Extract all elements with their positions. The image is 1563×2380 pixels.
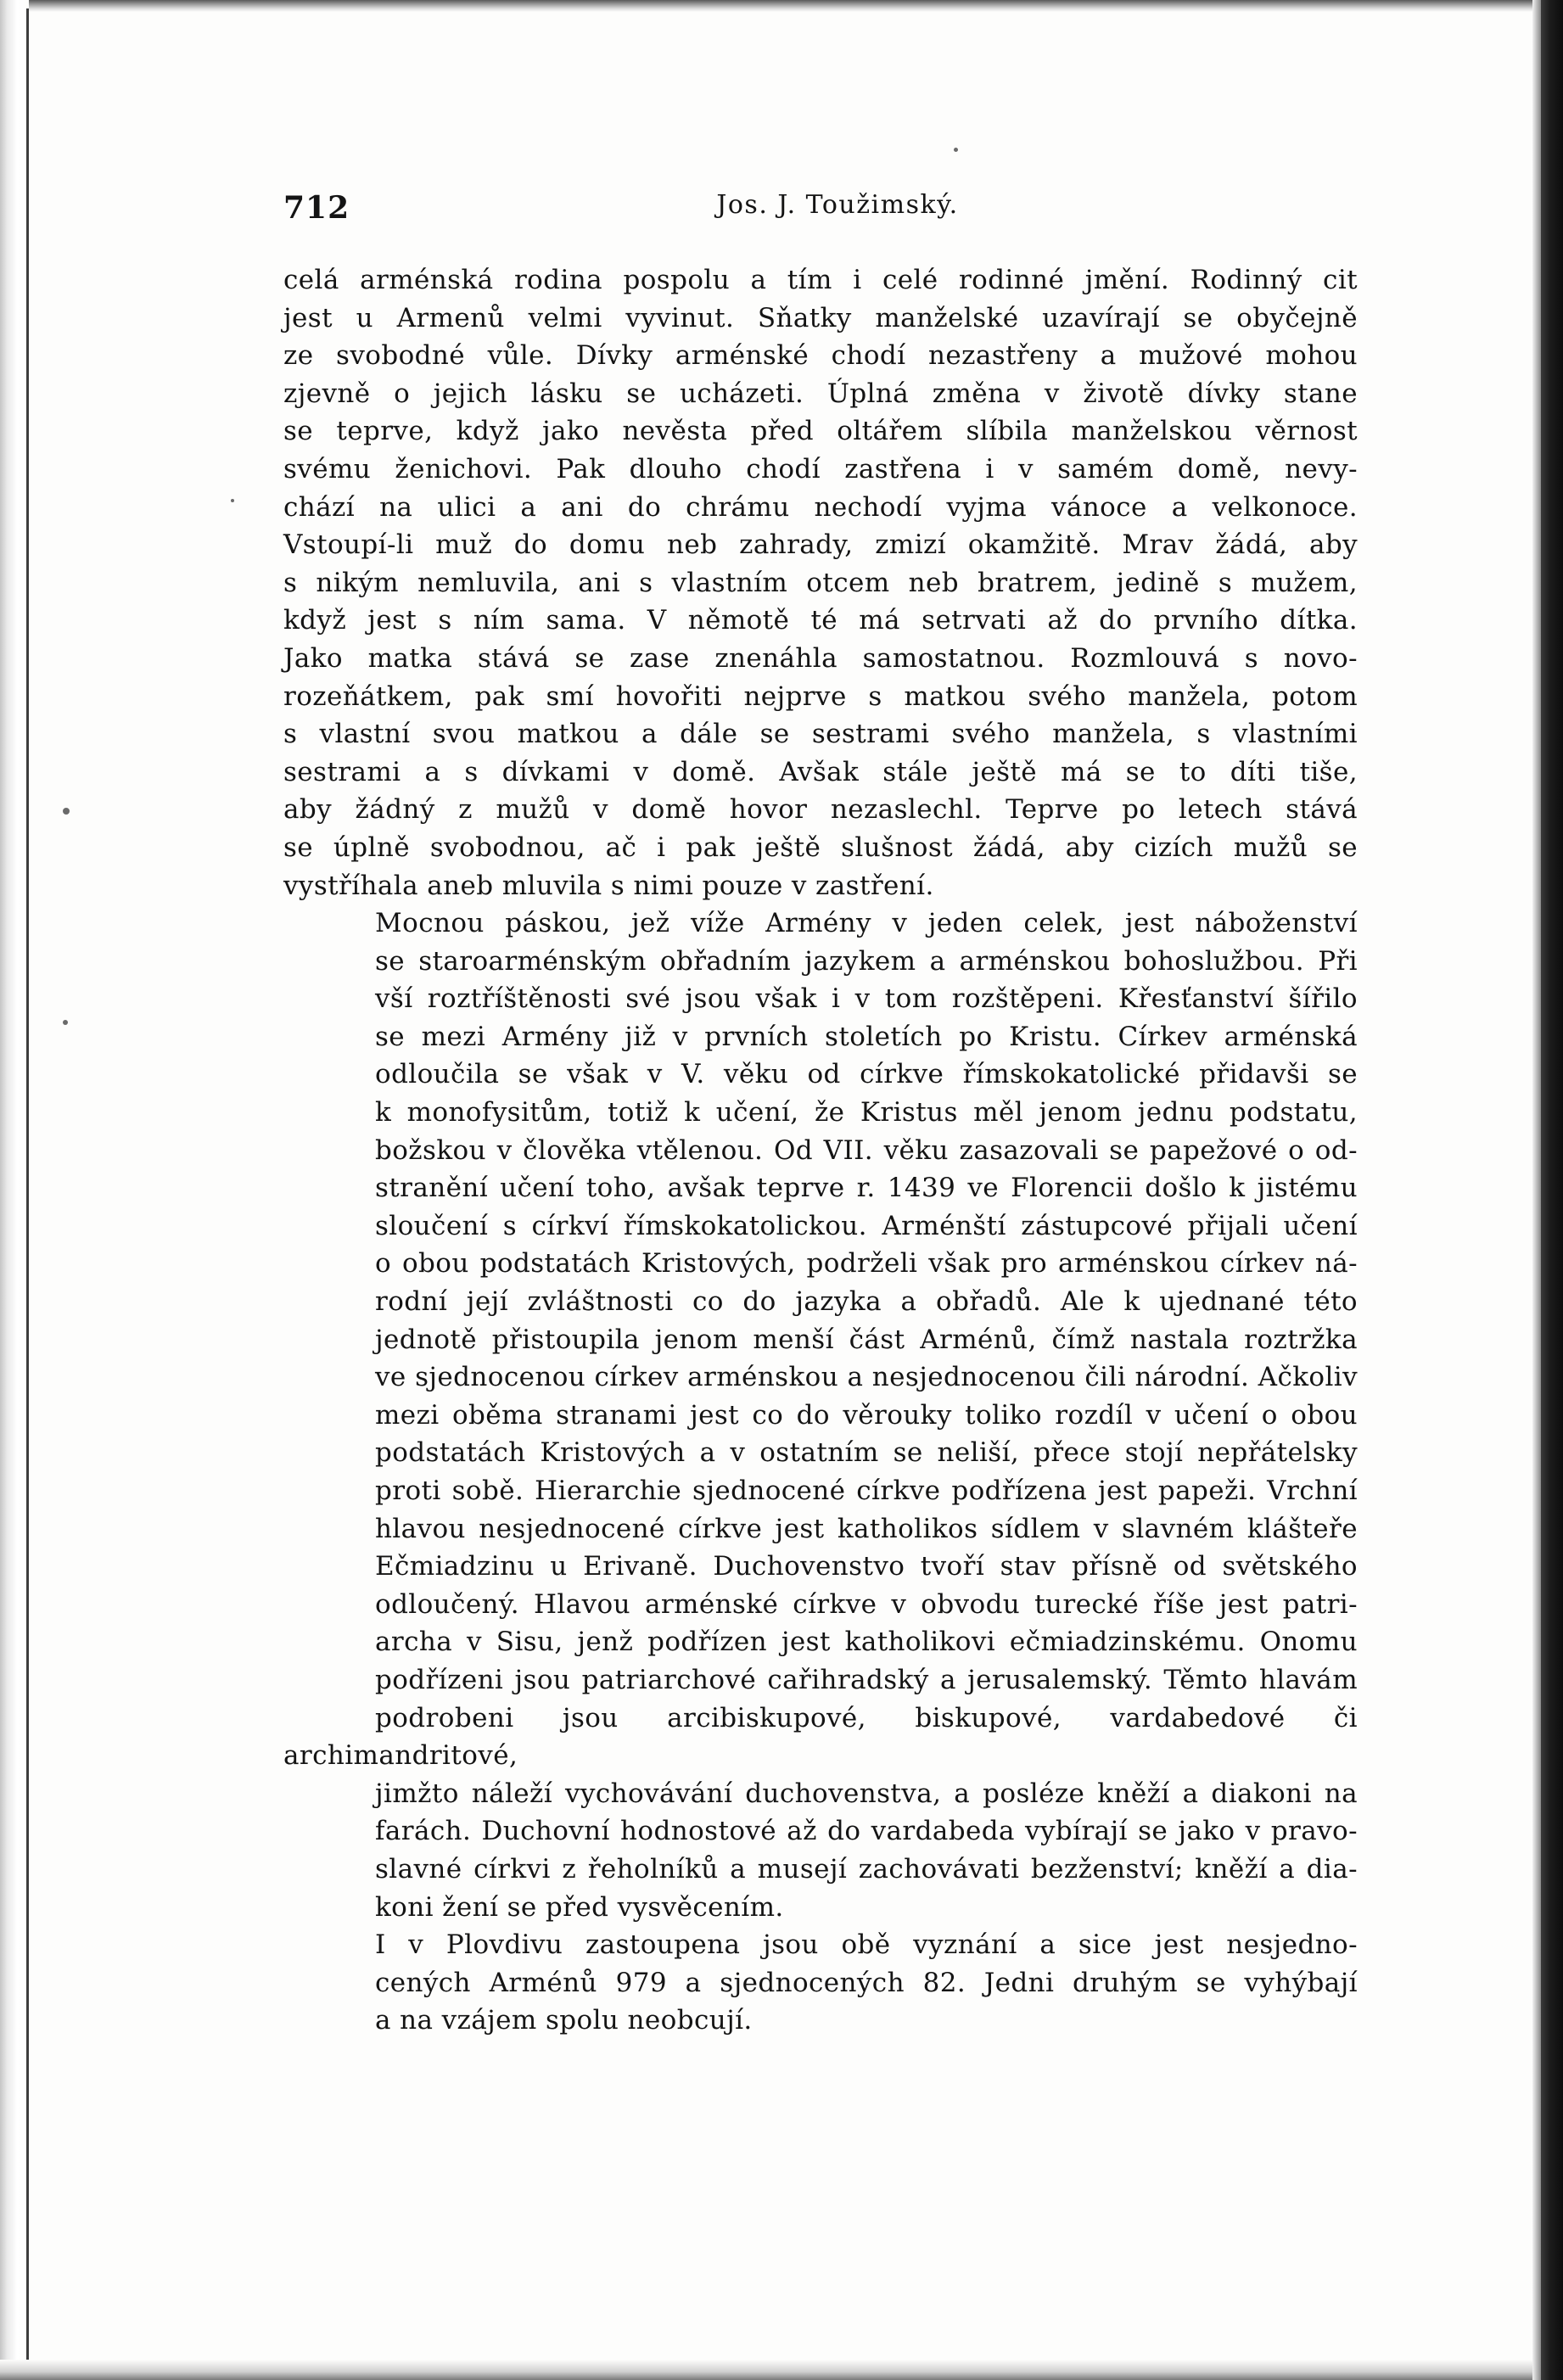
- text-line: Mocnou páskou, jež víže Armény v jeden celek, jest náboženství: [375, 908, 1358, 939]
- text-line: sestrami a s dívkami v domě. Avšak stále ještě má se to díti tiše,: [283, 756, 1358, 787]
- text-line: podrobeni jsou arcibiskupové, biskupové, vardabedové či archimandritové,: [283, 1702, 1358, 1772]
- text-line: Vstoupí-li muž do domu neb zahrady, zmizí okamžitě. Mrav žádá, aby: [283, 529, 1358, 561]
- text-line: svému ženichovi. Pak dlouho chodí zastřena i v samém domě, nevy-: [283, 453, 1358, 484]
- text-line: božskou v člověka vtělenou. Od VII. věku zasazovali se papežové o od-: [375, 1134, 1358, 1166]
- text-line: I v Plovdivu zastoupena jsou obě vyznání a sice jest nesjedno-: [375, 1929, 1358, 1961]
- scan-gutter-line: [26, 8, 29, 2367]
- text-line: cených Arménů 979 a sjednocených 82. Jedni druhým se vyhýbají: [375, 1967, 1358, 1998]
- text-line: chází na ulici a ani do chrámu nechodí vyjma vánoce a velkonoce.: [283, 491, 1358, 523]
- scan-speck: [63, 1020, 68, 1025]
- text-line: o obou podstatách Kristových, podrželi však pro arménskou církev ná-: [375, 1248, 1358, 1280]
- text-line: proti sobě. Hierarchie sjednocené církve podřízena jest papeži. Vrchní: [375, 1476, 1358, 1506]
- scan-speck: [954, 148, 958, 152]
- text-line: sloučení s církví římskokatolickou. Arménští zástupcové přijali učení: [375, 1210, 1358, 1241]
- scan-edge-top: [0, 0, 1541, 12]
- text-line: Jako matka stává se zase znenáhla samostatnou. Rozmlouvá s novo-: [283, 642, 1358, 674]
- text-line: se teprve, když jako nevěsta před oltářem slíbila manželskou věrnost: [283, 416, 1358, 447]
- text-line: ze svobodné vůle. Dívky arménské chodí nezastřeny a mužové mohou: [283, 340, 1358, 372]
- scan-speck: [63, 808, 70, 815]
- text-line: k monofysitům, totiž k učení, že Kristus měl jenom jednu podstatu,: [375, 1097, 1358, 1128]
- text-line: odloučený. Hlavou arménské církve v obvodu turecké říše jest patri-: [375, 1588, 1358, 1620]
- text-line: se staroarménským obřadním jazykem a arménskou bohoslužbou. Při: [375, 945, 1358, 977]
- text-line: Ečmiadzinu u Erivaně. Duchovenstvo tvoří stav přísně od světského: [375, 1551, 1358, 1582]
- text-line: jest u Armenů velmi vyvinut. Sňatky manželské uzavírají se obyčejně: [283, 302, 1358, 333]
- text-line: zjevně o jejich lásku se ucházeti. Úplná změna v životě dívky stane: [283, 378, 1358, 409]
- text-line: rozeňátkem, pak smí hovořiti nejprve s matkou svého manžela, potom: [283, 680, 1358, 712]
- text-line: odloučila se však v V. věku od církve římskokatolické přidavši se: [375, 1059, 1358, 1090]
- text-line: jimžto náleží vychovávání duchovenstva, a posléze kněží a diakoni na: [375, 1778, 1358, 1809]
- text-line: farách. Duchovní hodnostové až do vardabeda vybírají se jako v pravo-: [375, 1816, 1358, 1847]
- paragraph: [283, 904, 1358, 1926]
- scan-speck: [231, 499, 234, 502]
- text-line: s vlastní svou matkou a dále se sestrami svého manžela, s vlastními: [283, 719, 1358, 750]
- page-header: [283, 182, 1358, 232]
- text-line: jednotě přistoupila jenom menší část Arménů, čímž nastala roztržka: [375, 1324, 1358, 1355]
- paragraph: [283, 261, 1358, 904]
- running-head: Jos. J. Toužimský.: [716, 190, 959, 220]
- text-line: stranění učení toho, avšak teprve r. 1439 ve Florencii došlo k jistému: [375, 1173, 1358, 1204]
- text-line: a na vzájem spolu neobcují.: [375, 2005, 753, 2036]
- text-line: se úplně svobodnou, ač i pak ještě slušnost žádá, aby cizích mužů se: [283, 832, 1358, 863]
- text-line: archa v Sisu, jenž podřízen jest katholikovi ečmiadzinskému. Onomu: [375, 1627, 1358, 1658]
- scan-edge-right: [1541, 0, 1563, 2380]
- text-line: rodní její zvláštnosti co do jazyka a obřadů. Ale k ujednané této: [375, 1286, 1358, 1318]
- text-line: celá arménská rodina pospolu a tím i celé rodinné jmění. Rodinný cit: [283, 265, 1358, 295]
- text-line: podstatách Kristových a v ostatním se neliší, přece stojí nepřátelsky: [375, 1437, 1358, 1469]
- text-line: koni žení se před vysvěcením.: [375, 1891, 784, 1923]
- text-line: vší roztříštěnosti své jsou však i v tom rozštěpeni. Křesťanství šířilo: [375, 983, 1358, 1015]
- text-line: vystříhala aneb mluvila s nimi pouze v zastření.: [283, 870, 934, 901]
- paragraph: [283, 1926, 1358, 2040]
- text-line: aby žádný z mužů v domě hovor nezaslechl. Teprve po letech stává: [283, 794, 1358, 826]
- scan-edge-right-shade: [1532, 0, 1541, 2380]
- text-line: podřízeni jsou patriarchové cařihradský a jerusalemský. Těmto hlavám: [375, 1664, 1358, 1695]
- page-number: 712: [283, 190, 350, 226]
- text-line: mezi oběma stranami jest co do věrouky toliko rozdíl v učení o obou: [375, 1399, 1358, 1431]
- scan-edge-bottom: [0, 2360, 1541, 2380]
- scan-edge-left: [0, 0, 29, 2380]
- body-text: [283, 261, 1358, 2040]
- text-line: když jest s ním sama. V němotě té má setrvati až do prvního dítka.: [283, 605, 1358, 636]
- text-line: ve sjednocenou církev arménskou a nesjednocenou čili národní. Ačkoliv: [375, 1362, 1358, 1393]
- text-line: hlavou nesjednocené církve jest katholikos sídlem v slavném klášteře: [375, 1513, 1358, 1544]
- text-line: slavné církvi z řeholníků a musejí zachovávati bezženství; kněží a dia-: [375, 1853, 1358, 1884]
- text-line: s nikým nemluvila, ani s vlastním otcem neb bratrem, jedině s mužem,: [283, 567, 1358, 598]
- text-line: se mezi Armény již v prvních stoletích po Kristu. Církev arménská: [375, 1021, 1358, 1052]
